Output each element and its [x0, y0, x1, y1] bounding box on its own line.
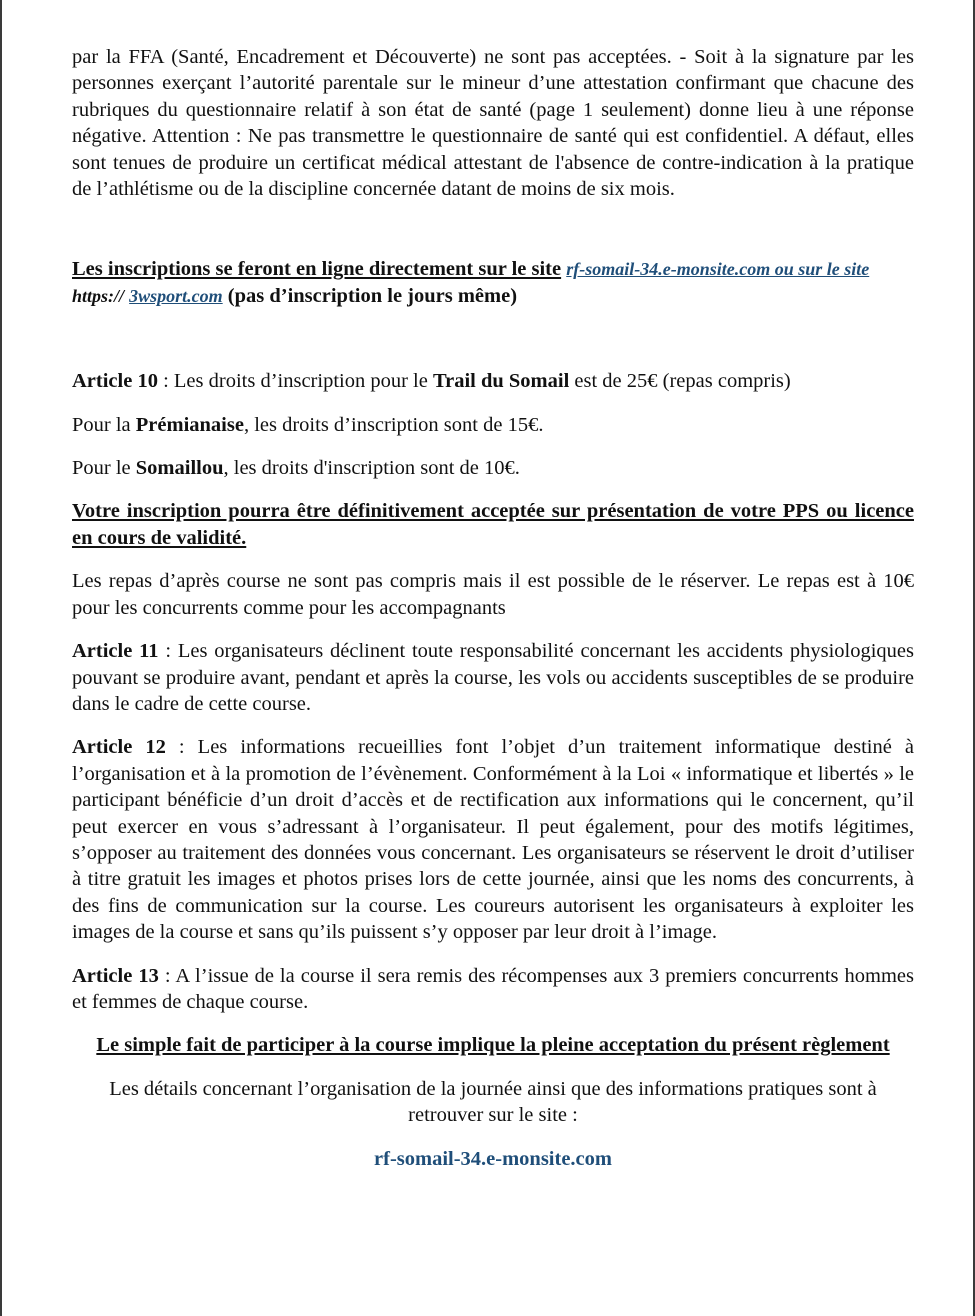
- line2-post: , les droits d’inscription sont de 15€.: [243, 413, 544, 436]
- article13-paragraph: [72, 963, 914, 1016]
- line2-pre: Pour la: [72, 413, 136, 436]
- repas-paragraph: Les repas d’après course ne sont pas compris mais il est possible de le réserver. Le repas est à 10€ pour les concurrents comme pour les accompagnants: [72, 570, 914, 619]
- line3-pre: Pour le: [72, 457, 136, 480]
- article10-line2: [72, 412, 914, 438]
- details-paragraph: Les détails concernant l’organisation de la journée ainsi que des informations pratiques sont à retrouver sur le site :: [109, 1077, 877, 1127]
- article13-label: Article 13: [72, 964, 159, 987]
- article13-text: : A l’issue de la course il sera remis des récompenses aux 3 premiers concurrents hommes et femmes de chaque course.: [72, 964, 915, 1013]
- inscriptions-paragraph: [72, 256, 914, 309]
- article10-text1: : Les droits d’inscription pour le: [157, 370, 433, 393]
- line3-post: , les droits d'inscription sont de 10€.: [223, 457, 520, 480]
- site-link-3wsport[interactable]: 3wsport.com: [129, 285, 223, 306]
- site-link-emonsite[interactable]: rf-somail-34.e-monsite.com ou sur le site: [566, 259, 870, 280]
- article10-line3: [72, 455, 914, 481]
- inscription-notice: Votre inscription pourra être définitivement acceptée sur présentation de votre PPS ou licence en cours de validité.: [72, 500, 914, 549]
- article10-label: Article 10: [72, 370, 158, 393]
- intro-paragraph: par la FFA (Santé, Encadrement et Découverte) ne sont pas acceptées. - Soit à la signature par les personnes exerçant l’autorité parentale sur le mineur d’une attestation confirmant que chacune des rubriques du questionnaire relatif à son état de santé (page 1 seulement) donne lieu à une réponse négative. Attention : Ne pas transmettre le questionnaire de santé qui est confidentiel. A défaut, elles sont tenues de produire un certificat médical attestant de l'absence de contre-indication à la pratique de l’athlétisme ou de la discipline concernée datant de moins de six mois.: [72, 46, 914, 201]
- race-somaillou: Somaillou: [135, 457, 224, 480]
- page-left-edge: [0, 0, 2, 1316]
- article10-text2: est de 25€ (repas compris): [569, 370, 791, 393]
- document-page: [72, 44, 914, 1172]
- inscriptions-lead: Les inscriptions se feront en ligne directement sur le site: [72, 258, 562, 281]
- article10-line1: [72, 368, 914, 394]
- inscriptions-tail: (pas d’inscription le jours même): [227, 284, 518, 307]
- article12-paragraph: [72, 734, 914, 945]
- https-prefix: https://: [72, 285, 125, 306]
- article12-text: : Les informations recueillies font l’objet d’un traitement informatique destiné à l’organisation et à la promotion de l’évènement. Conformément à la Loi « informatique et libertés » le participant bénéficie d’un droit d’accès et de rectification aux informations qui le concernent, qu’il peut exercer en vous s’adressant à l’organisateur. Il peut également, pour des motifs légitimes, s’opposer au traitement des données vous concernant. Les organisateurs se réservent le droit d’utiliser à titre gratuit les images et photos prises lors de cette journée, ainsi que les noms des concurrents, à des fins de communication sur la course. Les coureurs autorisent les organisateurs à exploiter les images de la course et sans qu’ils puissent s’y opposer par leur droit à l’image.: [72, 736, 914, 944]
- article11-paragraph: [72, 638, 914, 717]
- article11-text: : Les organisateurs déclinent toute responsabilité concernant les accidents physiologiques pouvant se produire avant, pendant et après la course, les vols ou accidents susceptibles de se produire dans le cadre de cette course.: [72, 640, 914, 715]
- article12-label: Article 12: [72, 736, 166, 759]
- article11-label: Article 11: [72, 640, 159, 663]
- race-trail-du-somail: Trail du Somail: [432, 370, 570, 393]
- race-premianaise: Prémianaise: [135, 413, 244, 436]
- acceptance-statement: Le simple fait de participer à la course implique la pleine acceptation du présent règlement: [96, 1034, 890, 1057]
- site-url[interactable]: rf-somail-34.e-monsite.com: [374, 1147, 612, 1170]
